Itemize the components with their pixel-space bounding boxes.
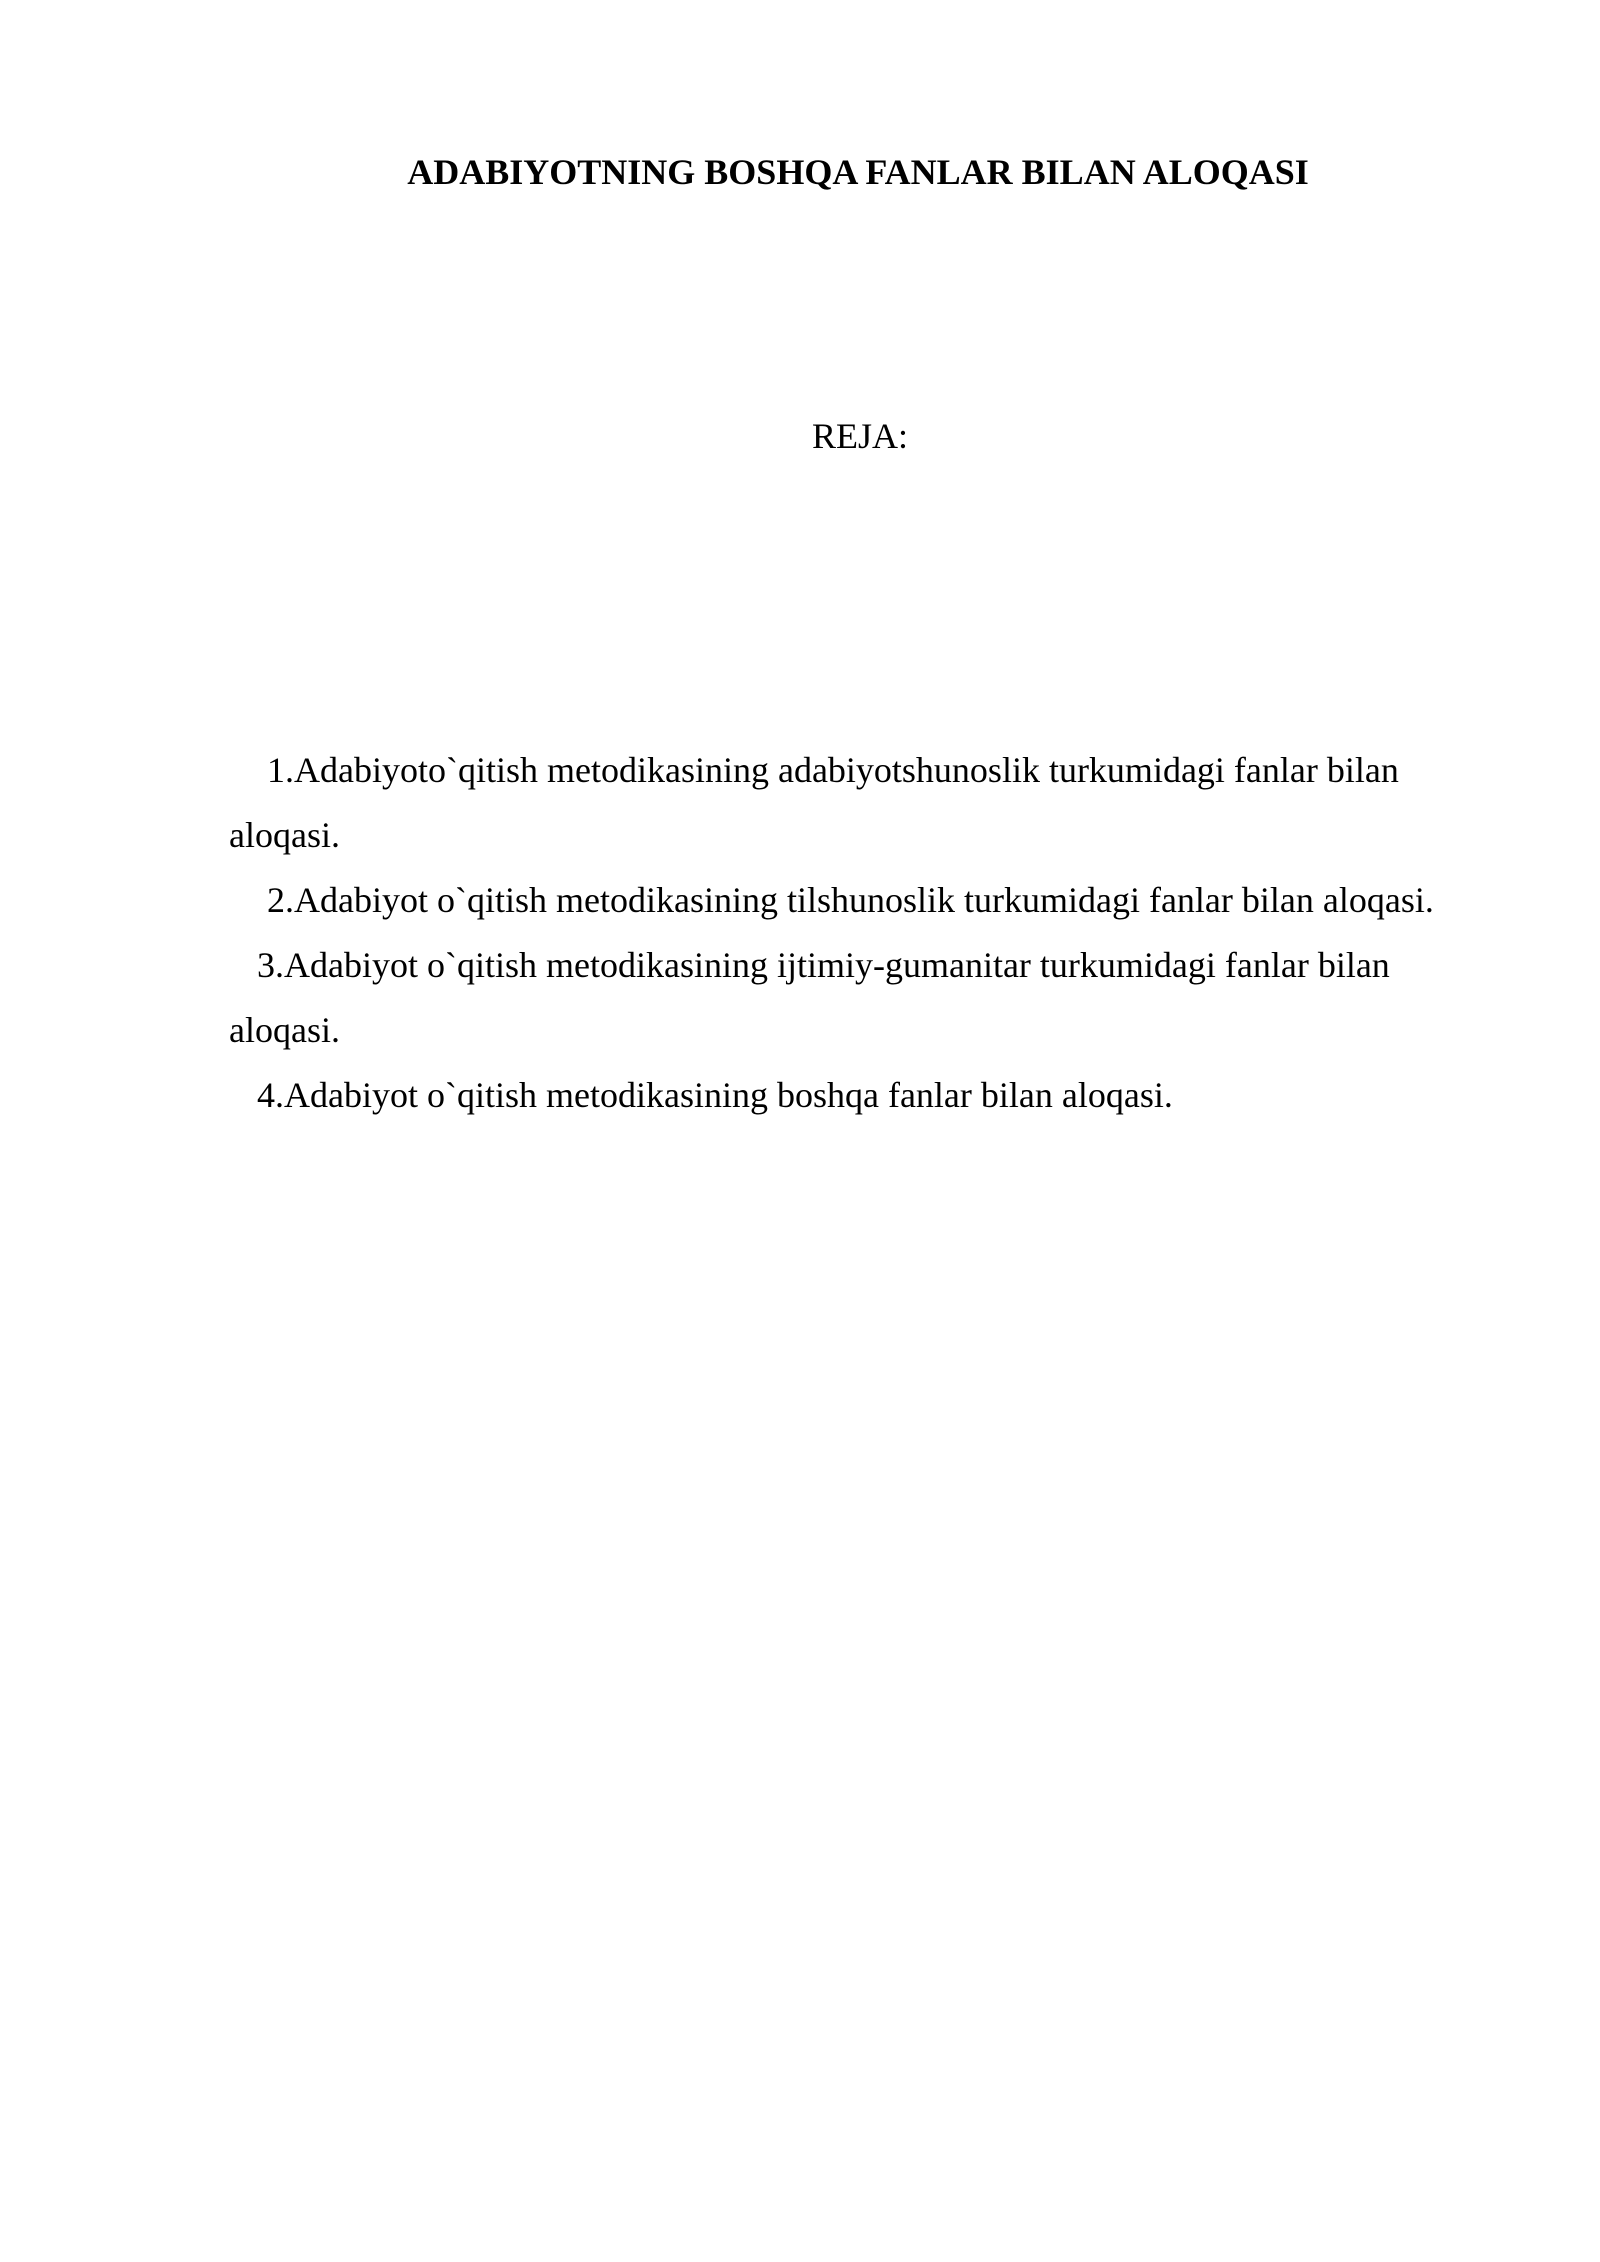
plan-item-1: 1.Adabiyoto`qitish metodikasining adabiyotshunoslik turkumidagi fanlar bilan aloqasi. — [229, 750, 1399, 855]
plan-heading: REJA: — [811, 416, 908, 456]
plan-item-2: 2.Adabiyot o`qitish metodikasining tilshunoslik turkumidagi fanlar bilan aloqasi. — [267, 880, 1434, 920]
document-title: ADABIYOTNING BOSHQA FANLAR BILAN ALOQASI — [407, 152, 1309, 192]
plan-list — [229, 738, 1469, 1128]
plan-item-4: 4.Adabiyot o`qitish metodikasining boshqa fanlar bilan aloqasi. — [257, 1075, 1173, 1115]
plan-item-3: 3.Adabiyot o`qitish metodikasining ijtimiy-gumanitar turkumidagi fanlar bilan aloqasi. — [229, 945, 1390, 1050]
